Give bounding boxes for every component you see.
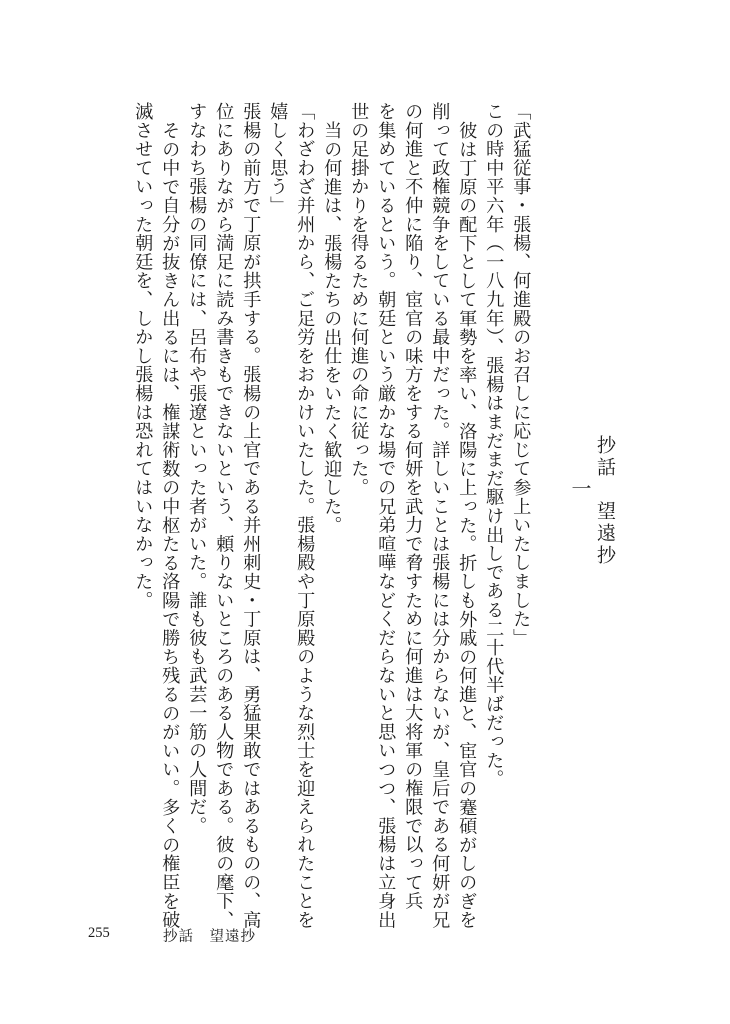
text-line: 位にありながら満足に読み書きもできないという、頼りないところのある人物である。彼の麾下、 <box>213 102 235 930</box>
text-line: 嬉しく思う」 <box>267 102 289 215</box>
text-line: 彼は丁原の配下として軍勢を率い、洛陽に上った。折しも外戚の何進と、宦官の蹇碩がしのぎを <box>456 121 478 930</box>
text-line: その中で自分が抜きん出るには、権謀術数の中枢たる洛陽で勝ち残るのがいい。多くの権臣を破 <box>159 121 181 930</box>
text-line: 当の何進は、張楊たちの出仕をいたく歓迎した。 <box>321 121 343 535</box>
text-line: この時中平六年（一八九年）、張楊はまだまだ駆け出しである二十代半ばだった。 <box>483 102 505 789</box>
chapter-title: 抄話 望遠抄 <box>594 435 616 567</box>
text-line: の何進と不仲に陥り、宦官の味方をする何妍を武力で脅すために何進は大将軍の権限で以って兵 <box>402 102 424 911</box>
text-line: すなわち張楊の同僚には、呂布や張遼といった者がいた。誰も彼も武芸一筋の人間だ。 <box>186 102 208 836</box>
text-line: 「わざわざ并州から、ご足労をおかけいたした。張楊殿や丁原殿のような烈士を迎えられたことを <box>294 102 316 930</box>
text-line: を集めているという。朝廷という厳かな場での兄弟喧嘩などくだらないと思いつつ、張楊は立身出 <box>375 102 397 930</box>
text-line: 「武猛従事・張楊、何進殿のお召しに応じて参上いたしました」 <box>510 102 532 648</box>
text-line: 張楊の前方で丁原が拱手する。張楊の上官である并州刺史・丁原は、勇猛果敢ではあるものの、高 <box>240 102 262 930</box>
text-line: 削って政権競争をしている最中だった。詳しいことは張楊には分からないが、皇后である何妍が兄 <box>429 102 451 930</box>
text-line: 滅させていった朝廷を、しかし張楊は恐れてはいなかった。 <box>132 102 154 610</box>
page-number: 255 <box>88 925 110 941</box>
text-line: 世の足掛かりを得るために何進の命に従った。 <box>348 102 370 497</box>
running-title: 抄話 望遠抄 <box>163 929 256 945</box>
chapter-number: 一 <box>568 478 592 498</box>
